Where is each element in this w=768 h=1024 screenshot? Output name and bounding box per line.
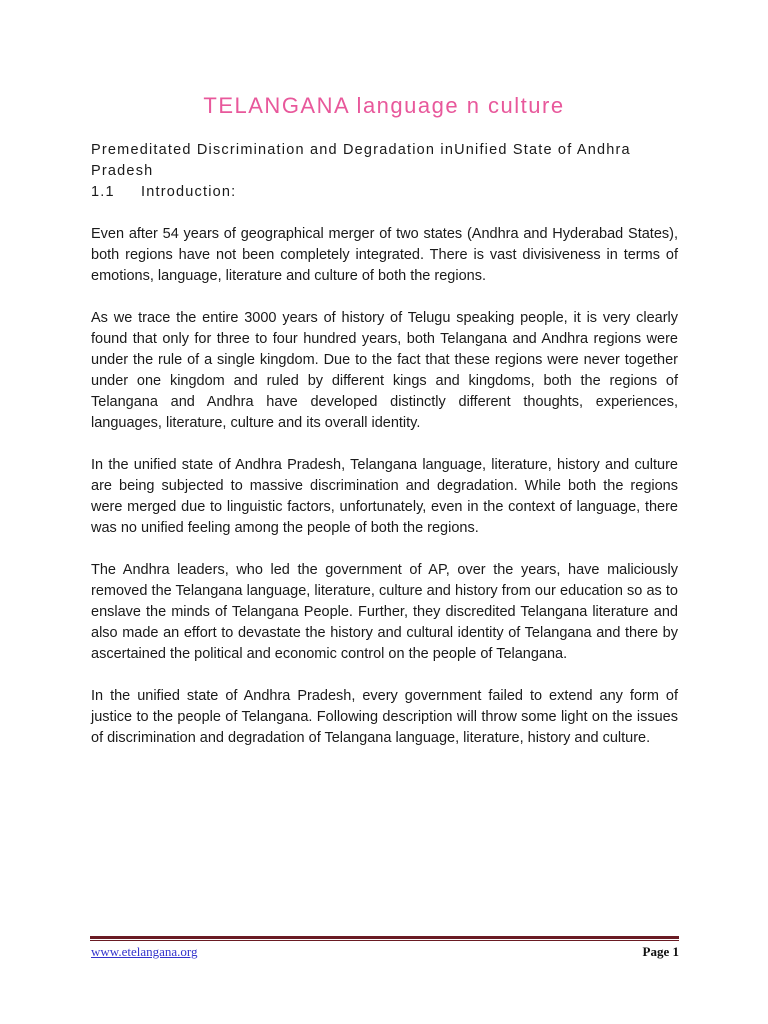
footer-divider-thin bbox=[90, 940, 679, 941]
footer-divider bbox=[90, 936, 679, 939]
section-number: 1.1 bbox=[91, 184, 115, 200]
document-subtitle: Premeditated Discrimination and Degradation inUnified State of Andhra Pradesh bbox=[91, 142, 631, 179]
footer-website-link[interactable]: www.etelangana.org bbox=[91, 944, 198, 959]
section-heading bbox=[91, 182, 678, 203]
paragraph: In the unified state of Andhra Pradesh, every government failed to extend any form of justice to the people of Telangana. Following description will throw some light on the issues of discrimination and degradation of Telangana language, literature, history and culture. bbox=[91, 688, 678, 746]
paragraph: In the unified state of Andhra Pradesh, Telangana language, literature, history and culture are being subjected to massive discrimination and degradation. While both the regions were merged due to linguistic factors, unfortunately, even in the context of language, there was no unified feeling among the people of both the regions. bbox=[91, 457, 678, 536]
page-number: Page 1 bbox=[642, 944, 679, 959]
section-heading-text: Introduction: bbox=[141, 184, 237, 200]
paragraph: The Andhra leaders, who led the government of AP, over the years, have maliciously removed the Telangana language, literature, culture and history from our education so as to enslave the minds of Telangana People. Further, they discredited Telangana literature and also made an effort to devastate the history and cultural identity of Telangana and there by ascertained the political and economic control on the people of Telangana. bbox=[91, 562, 678, 662]
document-title: TELANGANA language n culture bbox=[203, 93, 565, 118]
document-body bbox=[91, 140, 678, 749]
paragraph: As we trace the entire 3000 years of history of Telugu speaking people, it is very clearly found that only for three to four hundred years, both Telangana and Andhra regions were under the rule of a single kingdom. Due to the fact that these regions were never together under one kingdom and ruled by different kings and kingdoms, both the regions of Telangana and Andhra have developed distinctly different thoughts, experiences, languages, literature, culture and its overall identity. bbox=[91, 310, 678, 431]
paragraph: Even after 54 years of geographical merger of two states (Andhra and Hyderabad States), both regions have not been completely integrated. There is vast divisiveness in terms of emotions, language, literature and culture of both the regions. bbox=[91, 226, 678, 284]
